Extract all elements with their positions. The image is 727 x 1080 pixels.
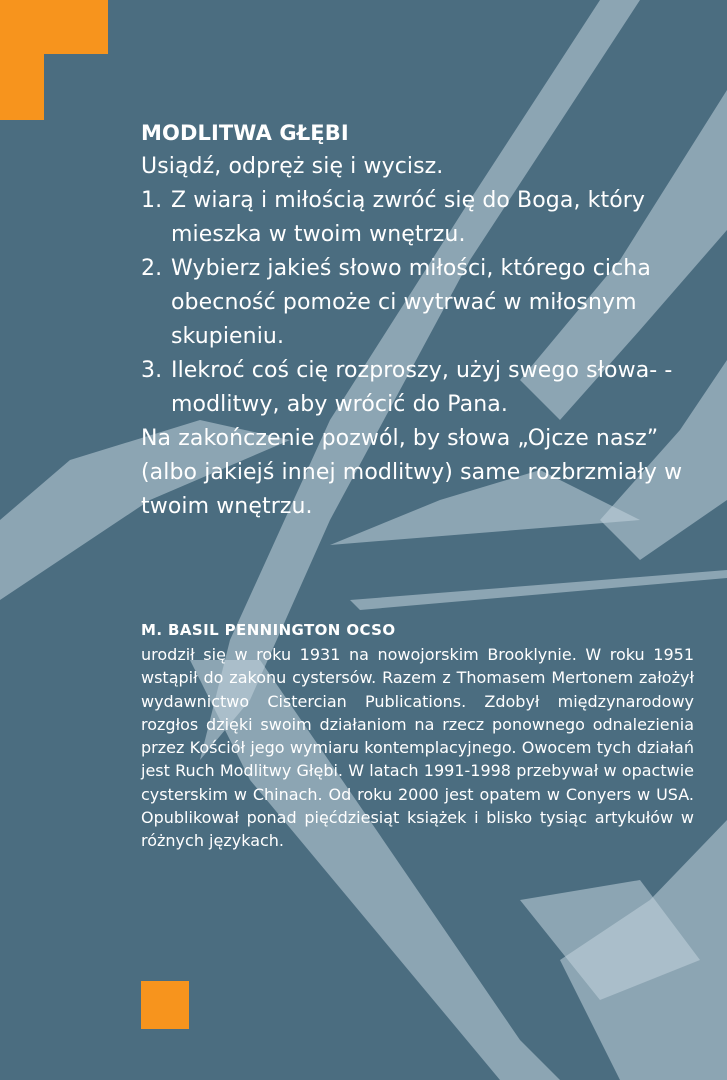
orange-block-left [0,54,44,120]
step-text: Ilekroć coś cię rozproszy, użyj swego słowa- -modlitwy, aby wrócić do Pana. [171,358,673,417]
step-number: 3. [141,358,163,383]
prayer-step [141,184,711,252]
step-text: Z wiarą i miłością zwróć się do Boga, który mieszka w twoim wnętrzu. [171,188,646,247]
author-name: M. BASIL PENNINGTON OCSO [141,621,396,639]
prayer-intro: Usiądź, odpręż się i wycisz. [141,154,444,179]
brushstroke-thin-line [350,570,727,610]
step-number: 2. [141,256,163,281]
step-number: 1. [141,188,163,213]
prayer-outro: Na zakończenie pozwól, by słowa „Ojcze nasz” (albo jakiejś innej modlitwy) same rozbrzmiały w twoim wnętrzu. [141,426,683,519]
step-text: Wybierz jakieś słowo miłości, którego cicha obecność pomoże ci wytrwać w miłosnym skupieniu. [171,256,651,349]
author-bio [141,617,694,853]
prayer-steps [141,184,711,422]
prayer-title: MODLITWA GŁĘBI [141,121,349,145]
orange-square-mark [141,981,189,1029]
author-bio-text: urodził się w roku 1931 na nowojorskim Brooklynie. W roku 1951 wstąpił do zakonu cystersów. Razem z Thomasem Mertonem założył wydawnictwo Cistercian Publications. Zdobył międzynarodowy rozgłos dzięki swoim działaniom na rzecz ponownego odnalezienia przez Kościół jego wymiaru kontemplacyjnego. Owocem tych działań jest Ruch Modlitwy Głębi. W latach 1991-1998 przebywał w opactwie cysterskim w Chinach. Od roku 2000 jest opatem w Conyers w USA. Opublikował ponad pięćdziesiąt książek i blisko tysiąc artykułów w różnych językach. [141,645,694,851]
prayer-section [141,116,711,524]
orange-block-top [0,0,108,54]
prayer-step [141,354,711,422]
prayer-step [141,252,711,354]
